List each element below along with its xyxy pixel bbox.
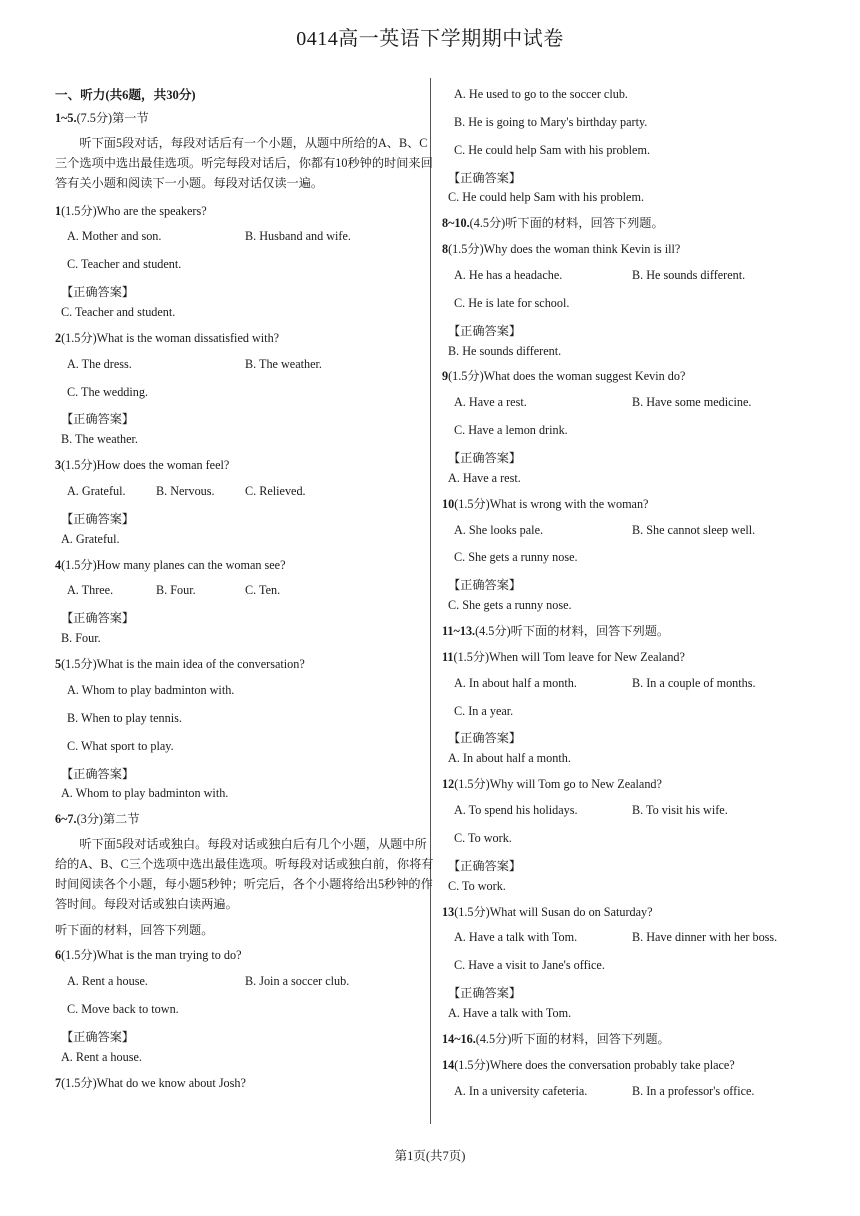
answer-5: A. Whom to play badminton with.: [61, 786, 229, 801]
options-4: [67, 583, 435, 599]
option-b: B. Join a soccer club.: [245, 974, 350, 989]
option-a: A. The dress.: [67, 356, 132, 371]
options-7: [454, 87, 812, 159]
option-c: C. Have a visit to Jane's office.: [454, 958, 605, 973]
page-title: 0414高一英语下学期期中试卷: [296, 28, 564, 50]
part-instructions: 听下面5段对话或独白。每段对话或独白后有几个小题，从题中所给的A、B、C三个选项中选出最佳选项。听每段对话或独白前，你将有时间阅读各个小题，每小题5秒钟；听完后，各个小题将给出5秒钟的作答时间。每段对话或独白读两遍。: [55, 837, 434, 912]
option-c: C. Teacher and student.: [67, 257, 182, 272]
option-b: B. To visit his wife.: [632, 803, 728, 818]
answer-6: A. Rent a house.: [61, 1049, 142, 1064]
question-9: 9(1.5分)What does the woman suggest Kevin do?: [442, 369, 686, 384]
options-13: [454, 930, 812, 974]
options-11: [454, 676, 812, 720]
answer-label: 【正确答案】: [61, 511, 135, 526]
options-14: [454, 1084, 812, 1100]
option-c: C. What sport to play.: [67, 738, 174, 753]
question-3: 3(1.5分)How does the woman feel?: [55, 458, 230, 473]
answer-label: 【正确答案】: [448, 731, 522, 746]
option-a: A. Grateful.: [67, 484, 126, 499]
part-instructions: 听下面5段对话，每段对话后有一个小题，从题中所给的A、B、C三个选项中选出最佳选项。听完每段对话后，你都有10秒钟的时间来回答有关小题和阅读下一小题。每段对话仅读一遍。: [55, 136, 433, 191]
option-b: B. Nervous.: [156, 484, 215, 499]
answer-label: 【正确答案】: [61, 1030, 135, 1045]
options-5: [67, 683, 435, 755]
part-header: 14~16.(4.5分)听下面的材料，回答下列题。: [442, 1031, 670, 1046]
option-b: B. Four.: [156, 583, 196, 598]
question-8: 8(1.5分)Why does the woman think Kevin is ill?: [442, 242, 681, 257]
option-c: C. Have a lemon drink.: [454, 423, 568, 438]
option-a: A. He has a headache.: [454, 268, 563, 283]
option-a: A. In a university cafeteria.: [454, 1083, 588, 1098]
option-a: A. To spend his holidays.: [454, 803, 578, 818]
option-c: C. Move back to town.: [67, 1002, 179, 1017]
question-11: 11(1.5分)When will Tom leave for New Zealand?: [442, 649, 685, 664]
option-a: A. He used to go to the soccer club.: [454, 87, 628, 101]
option-a: A. Whom to play badminton with.: [67, 682, 235, 697]
answer-9: A. Have a rest.: [448, 470, 521, 485]
part-header: 11~13.(4.5分)听下面的材料，回答下列题。: [442, 624, 670, 639]
answer-label: 【正确答案】: [448, 986, 522, 1001]
part-header: 8~10.(4.5分)听下面的材料，回答下列题。: [442, 216, 664, 231]
option-c: C. He is late for school.: [454, 295, 570, 310]
answer-11: A. In about half a month.: [448, 751, 571, 766]
option-c: C. He could help Sam with his problem.: [454, 142, 650, 157]
question-1: 1(1.5分)Who are the speakers?: [55, 203, 207, 218]
material-instruction: 听下面的材料，回答下列题。: [55, 922, 214, 937]
options-6: [67, 974, 435, 1018]
answer-10: C. She gets a runny nose.: [448, 598, 572, 613]
right-column: [442, 82, 812, 1111]
question-14: 14(1.5分)Where does the conversation probably take place?: [442, 1057, 735, 1072]
answer-4: B. Four.: [61, 631, 101, 646]
question-5: 5(1.5分)What is the main idea of the conversation?: [55, 657, 305, 672]
question-12: 12(1.5分)Why will Tom go to New Zealand?: [442, 777, 662, 792]
question-6: 6(1.5分)What is the man trying to do?: [55, 948, 242, 963]
option-b: B. The weather.: [245, 356, 322, 371]
question-4: 4(1.5分)How many planes can the woman see?: [55, 557, 286, 572]
option-b: B. In a couple of months.: [632, 675, 756, 690]
option-c: C. She gets a runny nose.: [454, 550, 578, 565]
question-7: 7(1.5分)What do we know about Josh?: [55, 1075, 246, 1090]
options-8: [454, 268, 812, 312]
options-2: [67, 357, 435, 401]
option-a: A. Mother and son.: [67, 229, 162, 244]
option-b: B. Have dinner with her boss.: [632, 930, 778, 945]
answer-2: B. The weather.: [61, 432, 138, 447]
answer-3: A. Grateful.: [61, 531, 120, 546]
answer-8: B. He sounds different.: [448, 343, 562, 358]
answer-13: A. Have a talk with Tom.: [448, 1005, 572, 1020]
options-3: [67, 484, 435, 500]
answer-label: 【正确答案】: [61, 766, 135, 781]
part-header: 6~7.(3分)第二节: [55, 812, 140, 827]
option-a: A. Rent a house.: [67, 974, 148, 989]
answer-label: 【正确答案】: [448, 578, 522, 593]
option-b: B. He sounds different.: [632, 268, 746, 283]
option-b: B. Have some medicine.: [632, 395, 752, 410]
option-a: A. Have a talk with Tom.: [454, 930, 578, 945]
answer-label: 【正确答案】: [448, 451, 522, 466]
option-b: B. Husband and wife.: [245, 229, 351, 244]
option-b: B. He is going to Mary's birthday party.: [454, 114, 648, 129]
answer-label: 【正确答案】: [448, 858, 522, 873]
option-b: B. She cannot sleep well.: [632, 522, 756, 537]
question-10: 10(1.5分)What is wrong with the woman?: [442, 496, 649, 511]
option-a: A. Have a rest.: [454, 395, 527, 410]
option-a: A. Three.: [67, 583, 114, 598]
option-c: C. Ten.: [245, 583, 281, 598]
answer-1: C. Teacher and student.: [61, 305, 176, 320]
question-2: 2(1.5分)What is the woman dissatisfied with?: [55, 330, 280, 345]
options-10: [454, 523, 812, 567]
answer-label: 【正确答案】: [61, 611, 135, 626]
options-1: [67, 229, 435, 273]
option-c: C. Relieved.: [245, 484, 306, 499]
answer-7: C. He could help Sam with his problem.: [448, 190, 644, 205]
answer-label: 【正确答案】: [61, 412, 135, 427]
part-header: 1~5.(7.5分)第一节: [55, 111, 149, 126]
answer-label: 【正确答案】: [61, 285, 135, 300]
option-b: B. When to play tennis.: [67, 710, 182, 725]
option-c: C. In a year.: [454, 703, 514, 718]
options-9: [454, 395, 812, 439]
option-c: C. The wedding.: [67, 384, 149, 399]
option-a: A. She looks pale.: [454, 522, 544, 537]
answer-12: C. To work.: [448, 878, 506, 893]
answer-label: 【正确答案】: [448, 323, 522, 338]
answer-label: 【正确答案】: [448, 170, 522, 185]
section-title: 一、听力(共6题，共30分): [55, 88, 196, 102]
option-c: C. To work.: [454, 830, 512, 845]
page-footer: 第1页(共7页): [394, 1149, 466, 1163]
option-b: B. In a professor's office.: [632, 1083, 755, 1098]
options-12: [454, 803, 812, 847]
option-a: A. In about half a month.: [454, 675, 577, 690]
question-13: 13(1.5分)What will Susan do on Saturday?: [442, 904, 653, 919]
left-column: [55, 82, 435, 1098]
